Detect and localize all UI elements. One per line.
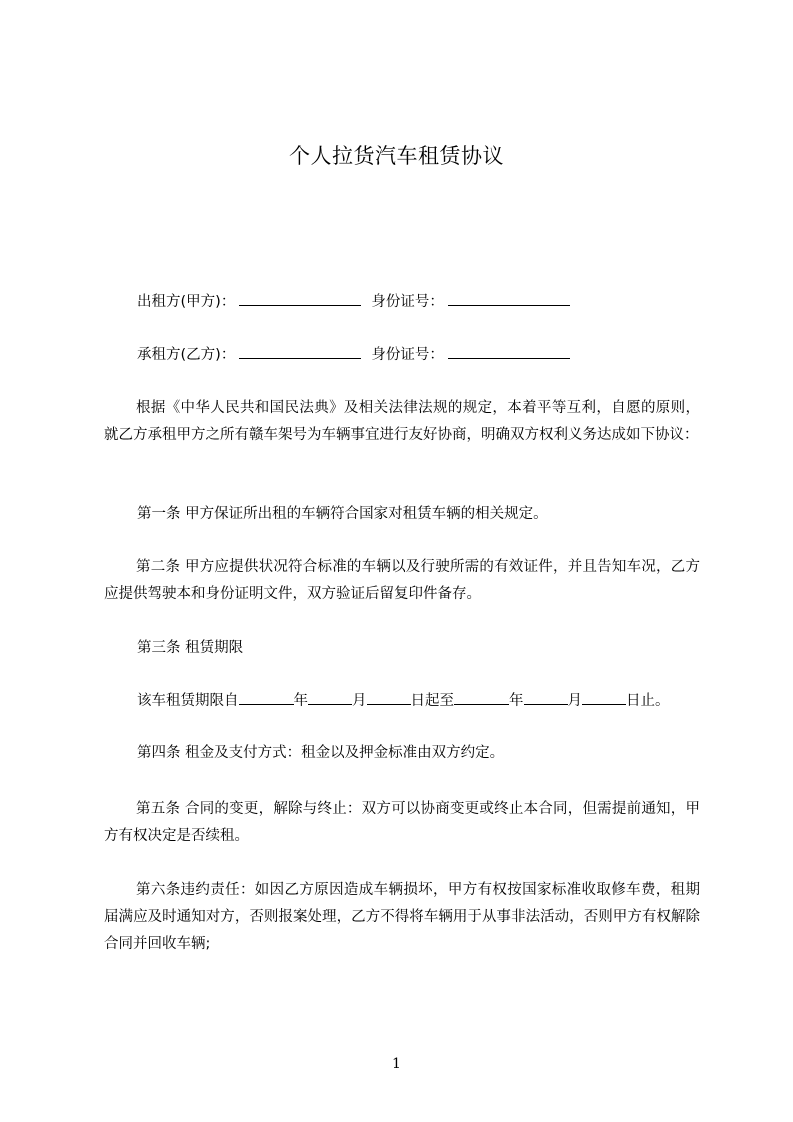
article-2: 第二条 甲方应提供状况符合标准的车辆以及行驶所需的有效证件，并且告知车况，乙方应提供驾驶本和身份证明文件，双方验证后留复印件备存。 xyxy=(104,559,700,602)
term-day-1: 日起至 xyxy=(410,693,454,709)
article-3: 第三条 租赁期限 xyxy=(137,640,244,656)
start-month-blank xyxy=(308,690,352,705)
article-5: 第五条 合同的变更，解除与终止：双方可以协商变更或终止本合同，但需提前通知，甲方有权决定是否续租。 xyxy=(104,801,700,844)
lease-term-line xyxy=(137,690,707,711)
lessor-name-blank xyxy=(239,291,361,306)
term-month-2: 月 xyxy=(567,693,582,709)
lessor-line xyxy=(137,291,737,312)
article-5-paragraph xyxy=(104,796,700,850)
article-1: 第一条 甲方保证所出租的车辆符合国家对租赁车辆的相关规定。 xyxy=(137,506,548,522)
start-year-blank xyxy=(239,690,294,705)
lessee-id-label: 身份证号： xyxy=(371,347,444,363)
end-month-blank xyxy=(524,690,568,705)
lessee-label: 承租方(乙方)： xyxy=(137,347,236,363)
lessee-line xyxy=(137,344,737,365)
start-day-blank xyxy=(367,690,411,705)
term-year-2: 年 xyxy=(509,693,524,709)
article-2-paragraph xyxy=(104,554,700,608)
end-year-blank xyxy=(454,690,509,705)
article-6: 第六条违约责任：如因乙方原因造成车辆损坏，甲方有权按国家标准收取修车费，租期届满应及时通知对方，否则报案处理，乙方不得将车辆用于从事非法活动，否则甲方有权解除合同并回收车辆; xyxy=(104,882,700,952)
article-6-paragraph xyxy=(104,877,700,958)
page-number: 1 xyxy=(392,1056,401,1072)
article-4: 第四条 租金及支付方式：租金以及押金标准由双方约定。 xyxy=(137,745,505,761)
intro-text: 根据《中华人民共和国民法典》及相关法律法规的规定，本着平等互利，自愿的原则，就乙方承租甲方之所有赣车架号为车辆事宜进行友好协商，明确双方权利义务达成如下协议： xyxy=(104,400,700,443)
document-title: 个人拉货汽车租赁协议 xyxy=(289,144,504,168)
lessee-name-blank xyxy=(239,344,361,359)
lessor-label: 出租方(甲方)： xyxy=(137,294,236,310)
lessee-id-blank xyxy=(448,344,570,359)
term-month-1: 月 xyxy=(352,693,367,709)
term-prefix: 该车租赁期限自 xyxy=(137,693,239,709)
end-day-blank xyxy=(582,690,626,705)
lessor-id-blank xyxy=(448,291,570,306)
lessor-id-label: 身份证号： xyxy=(371,294,444,310)
term-year-1: 年 xyxy=(293,693,308,709)
intro-paragraph xyxy=(104,395,700,449)
term-day-2: 日止。 xyxy=(626,693,670,709)
